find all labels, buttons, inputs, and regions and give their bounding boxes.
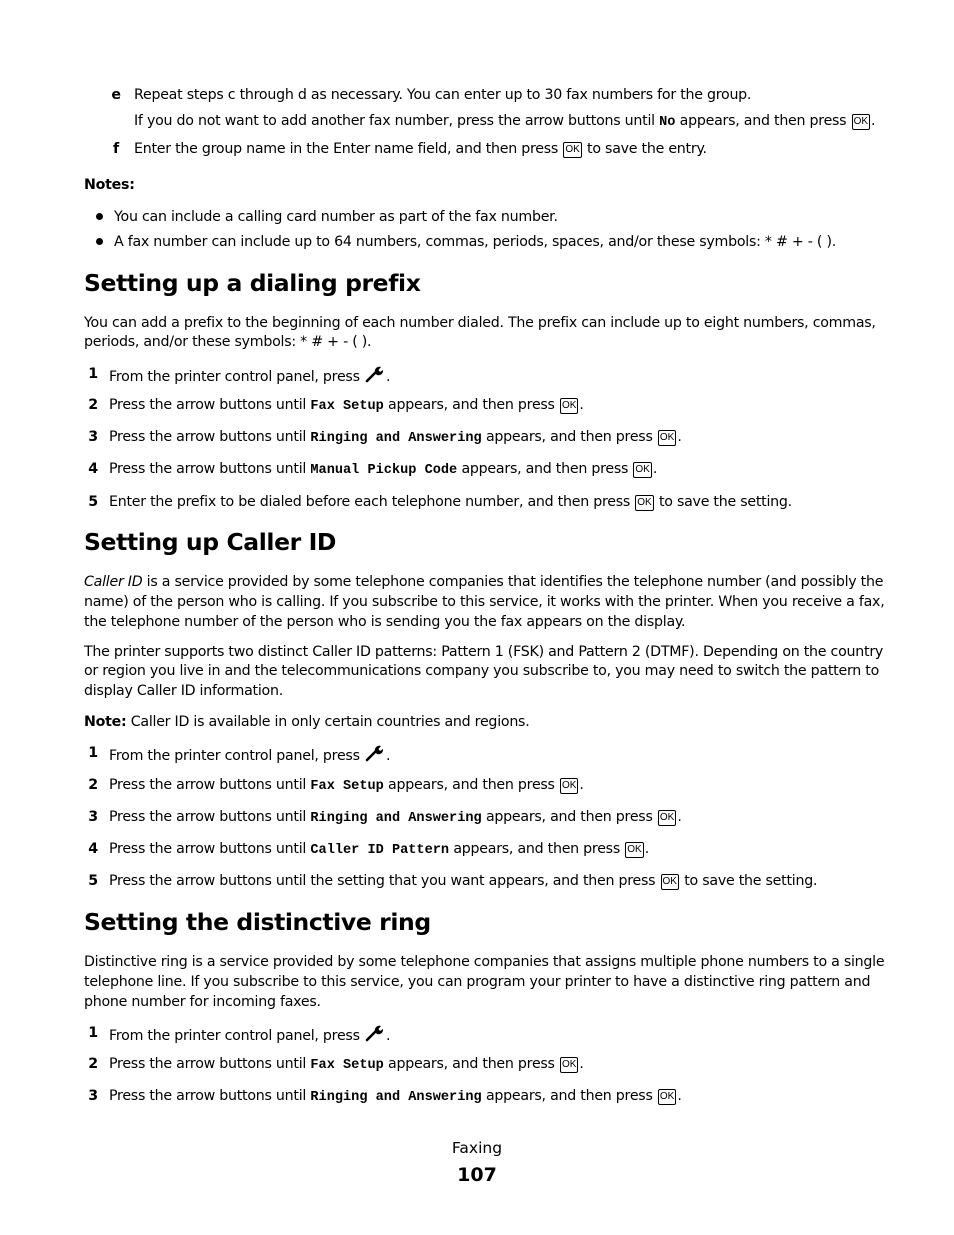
ok-button-icon: OK bbox=[563, 142, 581, 158]
step-number: 5 bbox=[88, 494, 98, 510]
step-text: appears, and then press bbox=[481, 429, 657, 445]
section1-intro-line1: You can add a prefix to the beginning of each number dialed. The prefix can include up to eight numbers, commas, bbox=[84, 315, 876, 331]
step-text: . bbox=[579, 397, 584, 413]
section3-step-3 bbox=[109, 1087, 682, 1108]
bullet-icon bbox=[96, 213, 103, 220]
step-number: 3 bbox=[88, 429, 98, 445]
section2-p2-line1: The printer supports two distinct Caller ID patterns: Pattern 1 (FSK) and Pattern 2 (DTMF). Depending on the country bbox=[84, 644, 884, 660]
step-label-f: f bbox=[113, 141, 119, 157]
menu-value: Fax Setup bbox=[310, 1058, 384, 1073]
step-text: Press the arrow buttons until bbox=[109, 1056, 311, 1072]
section-heading-caller-id: Setting up Caller ID bbox=[84, 528, 337, 556]
step-number: 2 bbox=[88, 397, 98, 413]
step-e-line2-b: appears, and then press bbox=[675, 113, 851, 129]
section1-intro-line2: periods, and/or these symbols: * # + - ( ). bbox=[84, 334, 372, 350]
section2-step-5 bbox=[109, 872, 817, 892]
step-f-text bbox=[134, 140, 707, 160]
section2-p1-line2: name) of the person who is calling. If you subscribe to this service, it works with the printer. When you receive a fax, bbox=[84, 594, 885, 610]
step-text: . bbox=[385, 1028, 391, 1044]
step-number: 2 bbox=[88, 1056, 98, 1072]
step-e-text: Repeat steps c through d as necessary. You can enter up to 30 fax numbers for the group. bbox=[134, 87, 752, 103]
step-text: . bbox=[579, 1056, 584, 1072]
section2-step-1 bbox=[109, 744, 390, 769]
section1-step-5 bbox=[109, 493, 792, 513]
step-text: From the printer control panel, press bbox=[109, 748, 364, 764]
menu-value: Caller ID Pattern bbox=[310, 843, 450, 858]
step-text: appears, and then press bbox=[383, 397, 559, 413]
section1-step-1 bbox=[109, 365, 390, 390]
menu-value: Manual Pickup Code bbox=[310, 463, 458, 478]
caller-id-term: Caller ID bbox=[84, 574, 143, 590]
ok-button-icon: OK bbox=[635, 495, 653, 511]
step-e-line2-c: . bbox=[871, 113, 876, 129]
step-text: . bbox=[677, 429, 682, 445]
ok-button-icon: OK bbox=[560, 398, 578, 414]
section1-step-2 bbox=[109, 396, 584, 417]
section3-p-line3: phone number for incoming faxes. bbox=[84, 994, 321, 1010]
menu-value-no: No bbox=[659, 115, 676, 130]
ok-button-icon: OK bbox=[625, 842, 643, 858]
step-text: Enter the prefix to be dialed before each telephone number, and then press bbox=[109, 494, 635, 510]
step-text: . bbox=[652, 461, 658, 477]
ok-button-icon: OK bbox=[852, 114, 870, 130]
step-text: appears, and then press bbox=[449, 841, 625, 857]
step-number: 1 bbox=[88, 366, 98, 382]
step-text: Press the arrow buttons until the setting that you want appears, and then press bbox=[109, 873, 660, 889]
step-text: From the printer control panel, press bbox=[109, 1028, 364, 1044]
ok-button-icon: OK bbox=[560, 1057, 578, 1073]
ok-button-icon: OK bbox=[658, 1089, 676, 1105]
section2-step-3 bbox=[109, 808, 682, 829]
footer-chapter: Faxing bbox=[451, 1139, 503, 1157]
note-text: Caller ID is available in only certain countries and regions. bbox=[126, 714, 530, 730]
step-text: Press the arrow buttons until bbox=[109, 461, 311, 477]
section2-step-4 bbox=[109, 840, 649, 861]
section3-p-line2: telephone line. If you subscribe to this service, you can program your printer to have a distinctive ring pattern and bbox=[84, 974, 871, 990]
step-number: 1 bbox=[88, 745, 98, 761]
menu-value: Fax Setup bbox=[310, 399, 384, 414]
note-item: You can include a calling card number as part of the fax number. bbox=[114, 209, 558, 225]
step-number: 4 bbox=[88, 461, 98, 477]
step-text: . bbox=[579, 777, 584, 793]
step-text: Press the arrow buttons until bbox=[109, 429, 311, 445]
section3-p-line1: Distinctive ring is a service provided by some telephone companies that assigns multiple phone numbers to a single bbox=[84, 954, 885, 970]
section2-p2-line3: display Caller ID information. bbox=[84, 683, 283, 699]
ok-button-icon: OK bbox=[633, 462, 651, 478]
step-number: 2 bbox=[88, 777, 98, 793]
step-f-text-b: to save the entry. bbox=[582, 141, 707, 157]
step-text: Press the arrow buttons until bbox=[109, 809, 311, 825]
step-number: 5 bbox=[88, 873, 98, 889]
step-text: Press the arrow buttons until bbox=[109, 841, 311, 857]
ok-button-icon: OK bbox=[560, 778, 578, 794]
paragraph-text: is a service provided by some telephone companies that identifies the telephone number (and possibly the bbox=[142, 574, 884, 590]
ok-button-icon: OK bbox=[658, 430, 676, 446]
menu-value: Ringing and Answering bbox=[310, 431, 482, 446]
section2-p1-line1 bbox=[84, 573, 883, 593]
section-heading-dialing-prefix: Setting up a dialing prefix bbox=[84, 269, 421, 297]
step-text: to save the setting. bbox=[654, 494, 792, 510]
step-number: 4 bbox=[88, 841, 98, 857]
step-number: 1 bbox=[88, 1025, 98, 1041]
step-text: . bbox=[385, 369, 391, 385]
section2-p1-line3: the telephone number of the person who is sending you the fax appears on the display. bbox=[84, 614, 686, 630]
step-text: appears, and then press bbox=[383, 1056, 559, 1072]
step-label-e: e bbox=[111, 87, 121, 103]
step-f-text-a: Enter the group name in the Enter name field, and then press bbox=[134, 141, 563, 157]
menu-value: Ringing and Answering bbox=[310, 1090, 482, 1105]
step-text: Press the arrow buttons until bbox=[109, 777, 311, 793]
section-heading-distinctive-ring: Setting the distinctive ring bbox=[84, 908, 431, 936]
ok-button-icon: OK bbox=[658, 810, 676, 826]
step-text: . bbox=[677, 809, 682, 825]
step-number: 3 bbox=[88, 1088, 98, 1104]
notes-heading: Notes: bbox=[84, 177, 135, 193]
step-text: Press the arrow buttons until bbox=[109, 397, 311, 413]
menu-value: Ringing and Answering bbox=[310, 811, 482, 826]
step-text: From the printer control panel, press bbox=[109, 369, 364, 385]
step-text: appears, and then press bbox=[481, 1088, 657, 1104]
step-text: . bbox=[385, 748, 391, 764]
section1-step-3 bbox=[109, 428, 682, 449]
section3-step-1 bbox=[109, 1024, 390, 1049]
step-text: appears, and then press bbox=[383, 777, 559, 793]
step-number: 3 bbox=[88, 809, 98, 825]
section1-step-4 bbox=[109, 460, 657, 481]
step-text: . bbox=[677, 1088, 682, 1104]
section2-step-2 bbox=[109, 776, 584, 797]
ok-button-icon: OK bbox=[661, 874, 679, 890]
wrench-icon bbox=[365, 1024, 385, 1049]
wrench-icon bbox=[365, 365, 385, 390]
step-text: . bbox=[644, 841, 649, 857]
step-text: to save the setting. bbox=[679, 873, 818, 889]
step-text: appears, and then press bbox=[481, 809, 657, 825]
page-number: 107 bbox=[457, 1164, 497, 1186]
step-text: appears, and then press bbox=[457, 461, 633, 477]
section2-p2-line2: or region you live in and the telecommunications company you subscribe to, you may need to switch the pattern to bbox=[84, 663, 880, 679]
note-label: Note: bbox=[84, 714, 127, 730]
step-text: Press the arrow buttons until bbox=[109, 1088, 311, 1104]
section3-step-2 bbox=[109, 1055, 584, 1076]
step-e-line2 bbox=[134, 112, 875, 133]
note-item: A fax number can include up to 64 numbers, commas, periods, spaces, and/or these symbols: * # + - ( ). bbox=[114, 234, 837, 250]
bullet-icon bbox=[96, 238, 103, 245]
section2-note bbox=[84, 713, 529, 733]
wrench-icon bbox=[365, 744, 385, 769]
menu-value: Fax Setup bbox=[310, 779, 384, 794]
step-e-line2-a: If you do not want to add another fax number, press the arrow buttons until bbox=[134, 113, 660, 129]
